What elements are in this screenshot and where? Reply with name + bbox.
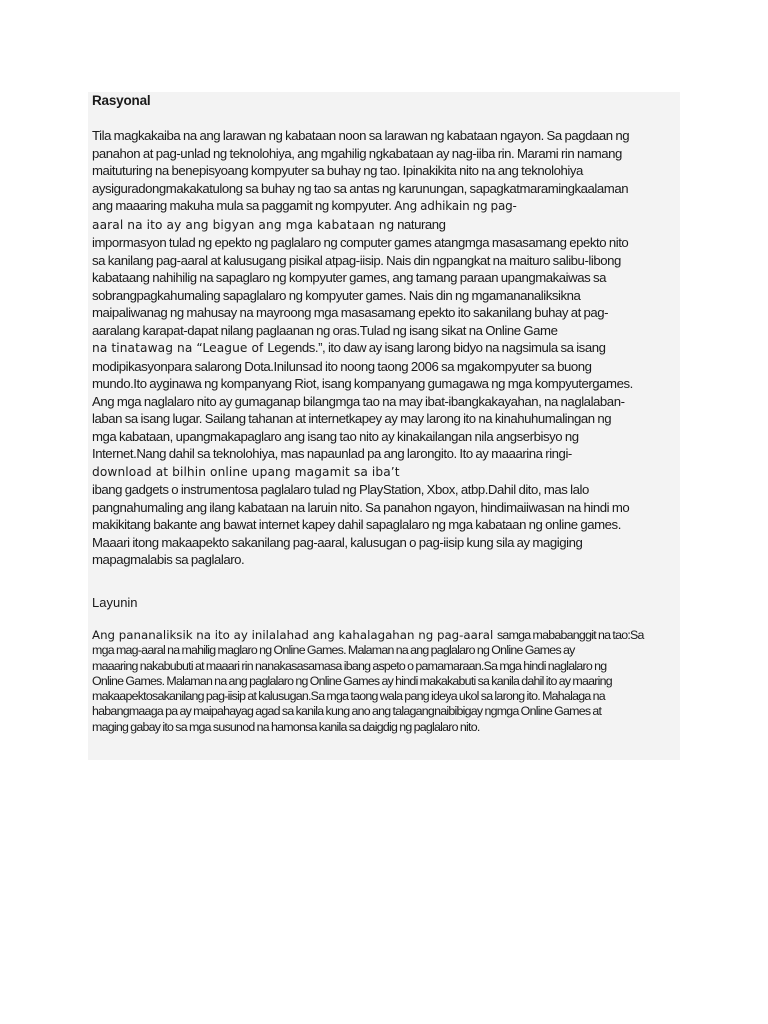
text-line [92, 628, 680, 643]
document-page [88, 92, 680, 760]
text-line-segment: sa kanilang pag-aaral at kalusugang pisikal atpag-iisip. Nais din ngpangkat na maituro salibu-libong [92, 252, 621, 268]
text-line [92, 145, 676, 163]
text-line-segment: maging gabay ito sa mga susunod na hamonsa kanila sa daigdig ng paglalaro nito. [92, 719, 480, 734]
text-line-segment: laban sa isang lugar. Sailang tahanan at internetkapey ay may larong ito na kinahuhumalingan ng [92, 411, 612, 426]
text-line-segment: Tila magkakaiba na ang larawan ng kabataan noon sa larawan ng kabataan ngayon. Sa pagdaan ng [92, 128, 630, 143]
text-line [92, 127, 676, 145]
text-line [92, 534, 676, 552]
text-line [92, 375, 676, 393]
text-line [92, 659, 680, 674]
text-line-segment: ang maaaring makuha mula sa paggamit ng kompyuter. [92, 198, 395, 213]
text-line-segment: sobrangpagkahumaling sapaglalaro ng kompyuter games. Nais din ng mgamananaliksikna [92, 287, 581, 303]
text-line [92, 410, 676, 428]
text-line-segment: mapagmalabis sa paglalaro. [92, 552, 245, 567]
text-line [92, 393, 676, 411]
text-line-segment: modipikasyonpara salarong Dota.Inilunsad ito noong taong 2006 sa mgakompyuter sa buong [92, 358, 592, 374]
section-heading-layunin: Layunin [92, 595, 138, 610]
text-line [92, 358, 676, 376]
text-line [92, 445, 676, 463]
text-line [92, 674, 680, 689]
text-line-segment: pangnahumaling ang ilang kabataan na laruin nito. Sa panahon ngayon, hindimaiiwasan na hindi mo [92, 499, 630, 515]
text-line-segment: aysiguradongmakakatulong sa buhay ng tao sa antas ng karunungan, sapagkatmaramingkaalaman [92, 180, 629, 196]
text-line-segment: ibang gadgets o instrumentosa paglalaro tulad ng PlayStation, Xbox, atbp.Dahil dito, mas lalo [92, 482, 589, 497]
text-line-segment: download at bilhin online upang magamit sa iba’t [92, 464, 400, 479]
text-line-segment: aaral na ito ay ang bigyan ang mga kabataan ng [92, 217, 395, 232]
text-line-segment: Online Games. Malaman na ang paglalaro ng Online Games ay hindi makakabuti sa kanila dahil ito ay maaring [92, 673, 612, 688]
text-line [92, 481, 676, 499]
text-line-segment: mundo.Ito ayginawa ng kompanyang Riot, isang kompanyang gumagawa ng mga kompyutergames. [92, 376, 633, 391]
text-line [92, 339, 676, 358]
text-line-segment: panahon at pag-unlad ng teknolohiya, ang mgahilig ngkabataan ay nag-iiba rin. Marami rin namang [92, 145, 622, 161]
text-line-segment: Ang mga naglalaro nito ay gumaganap bilangmga tao na may ibat-ibangkakayahan, na naglalaban- [92, 393, 625, 409]
text-line-segment: mga mag-aaral na mahilig maglaro ng Online Games. Malaman na ang paglalaro ng Online Games ay [92, 643, 575, 658]
text-line-segment: aaralang karapat-dapat nilang paglaanan ng oras.Tulad ng isang sikat na Online Game [92, 322, 558, 338]
text-line-segment: makikitang bakante ang bawat internet kapey dahil sapaglalaro ng mga kabataan ng online games. [92, 517, 621, 532]
text-line-segment: Internet.Nang dahil sa teknolohiya, mas napaunlad pa ang larongito. Ito ay maaarina ringi- [92, 446, 572, 461]
text-line [92, 704, 680, 719]
text-line-segment: maituturing na benepisyoang kompyuter sa buhay ng tao. Ipinakikita nito na ang teknolohiya [92, 163, 583, 178]
text-line-segment: habangmaaga pa ay maipahayag agad sa kanila kung ano ang talagangnaibibigay ngmga Online Games at [92, 704, 602, 719]
text-line [92, 234, 676, 252]
text-line [92, 322, 676, 340]
text-line [92, 689, 680, 704]
text-line-segment: Ang adhikain ng pag- [394, 199, 517, 213]
text-line-segment: samga mababanggit na tao:Sa [496, 628, 644, 642]
text-line [92, 643, 680, 658]
text-line-segment: maipaliwanag ng mahusay na mayroong mga masasamang epekto ito sakanilang buhay at pag- [92, 305, 609, 320]
text-line [92, 162, 676, 180]
text-line [92, 287, 676, 305]
text-line-segment: mga kabataan, upangmakapaglaro ang isang tao nito ay kinakailangan nila angserbisyo ng [92, 428, 579, 444]
text-line-segment: impormasyon tulad ng epekto ng paglalaro ng computer games atangmga masasamang epekto nito [92, 235, 629, 250]
text-line-segment: Maaari itong makaapekto sakanilang pag-aaral, kalusugan o pag-iisip kung sila ay magiging [92, 534, 583, 550]
text-line [92, 180, 676, 198]
text-line-segment: naturang [394, 216, 446, 232]
text-line-segment: kabataang nahihilig na sapaglaro ng kompyuter games, ang tamang paraan upangmakaiwas sa [92, 270, 606, 285]
text-line [92, 551, 676, 569]
text-line-segment: Legends.”, ito daw ay isang larong bidyo na nagsimula sa isang [267, 340, 606, 355]
text-line [92, 197, 676, 216]
rationale-paragraph [92, 127, 676, 569]
text-line [92, 216, 676, 235]
text-line [92, 720, 680, 735]
text-line-segment: makaapektosakanilang pag-iisip at kalusugan.Sa mga taong wala pang ideya ukol sa larong ito. Mahalaga na [92, 689, 605, 704]
text-line-segment: Ang pananaliksik na ito ay inilalahad ang kahalagahan ng pag-aaral [92, 628, 497, 642]
text-line [92, 428, 676, 446]
text-line-segment: na tinatawag na “League of [92, 341, 268, 355]
text-line [92, 516, 676, 534]
text-line [92, 252, 676, 270]
text-line [92, 304, 676, 322]
text-line [92, 269, 676, 287]
text-line-segment: maaaring nakabubuti at maaari rin nanakasasamasa ibang aspeto o pamamaraan.Sa mga hindi naglalaro ng [92, 658, 607, 673]
text-line [92, 499, 676, 517]
section-heading-rasyonal: Rasyonal [92, 93, 151, 108]
text-line [92, 463, 676, 482]
objective-paragraph [92, 628, 680, 735]
